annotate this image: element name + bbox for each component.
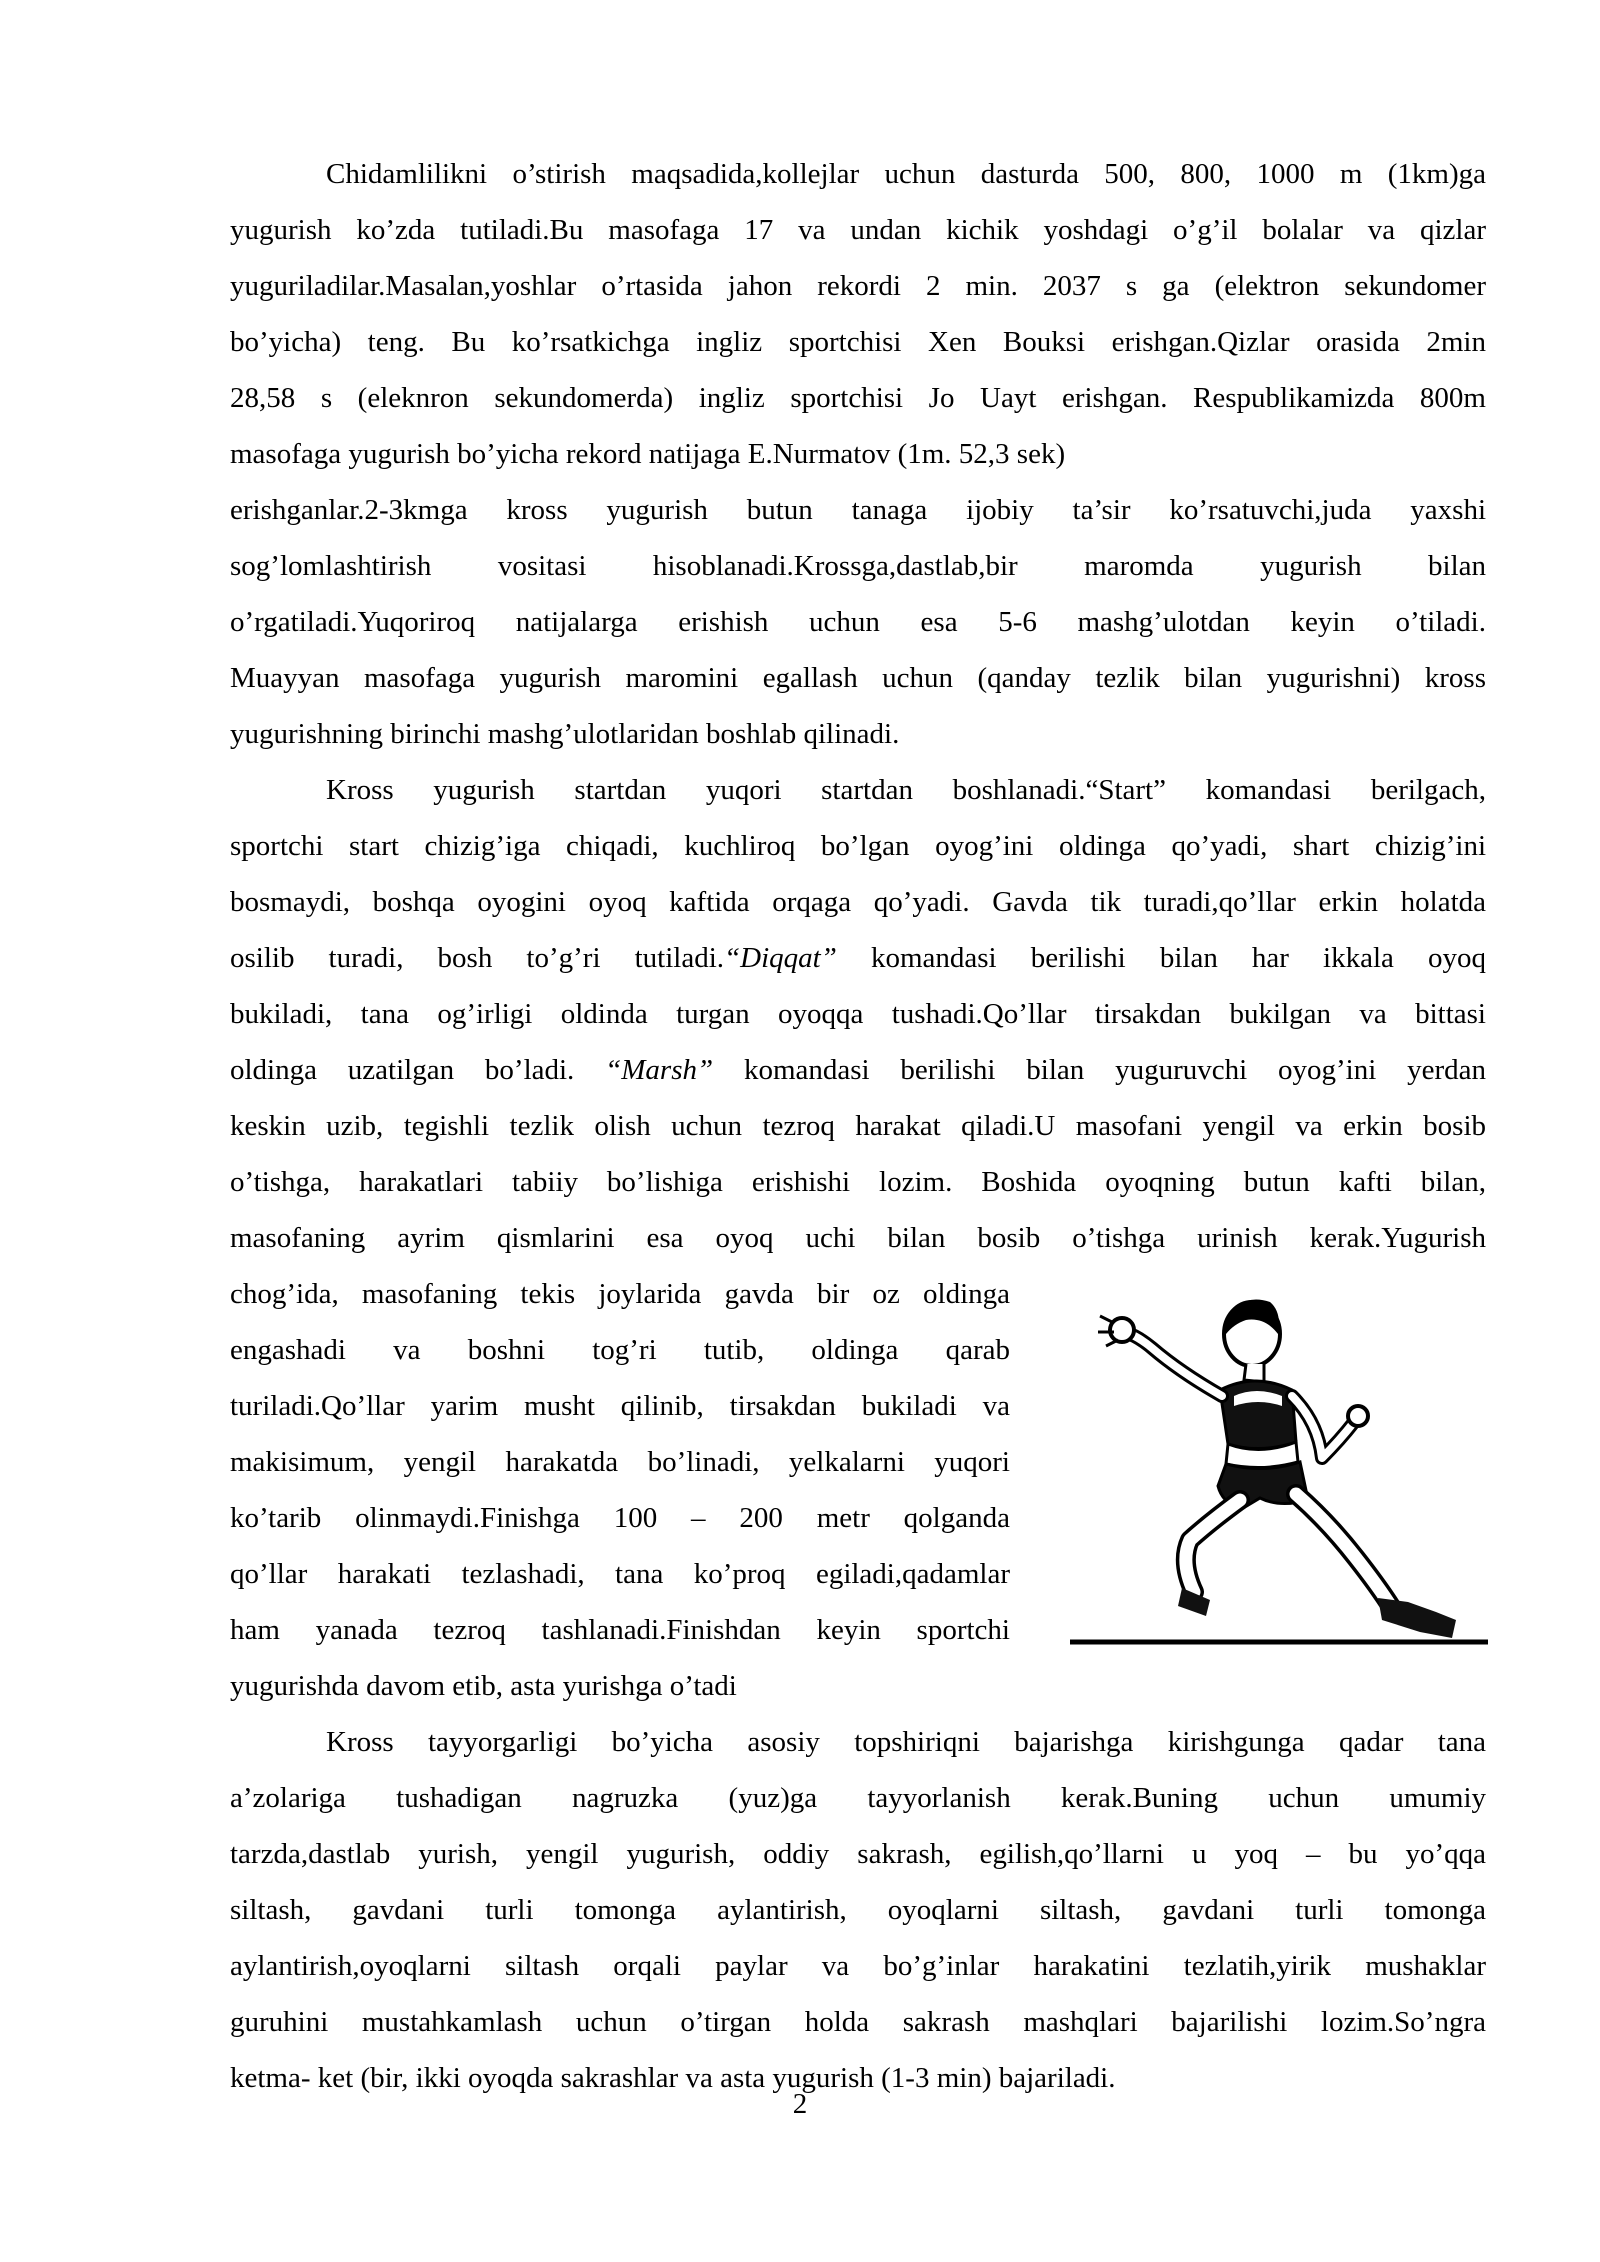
text-line: bukiladi, tana og’irligi oldinda turgan oyoqqa tushadi.Qo’llar tirsakdan bukilgan va bittasi (230, 998, 1486, 1030)
paragraph-endurance (230, 146, 1486, 762)
text-line: ko’tarib olinmaydi.Finishga 100 – 200 metr qolganda (230, 1502, 1010, 1534)
text-line: yugurishning birinchi mashg’ulotlaridan boshlab qilinadi. (230, 718, 900, 750)
text-line: a’zolariga tushadigan nagruzka (yuz)ga tayyorlanish kerak.Buning uchun umumiy (230, 1782, 1486, 1814)
wrap-text (230, 1266, 1010, 1714)
text-line: engashadi va boshni tog’ri tutib, oldinga qarab (230, 1334, 1010, 1366)
paragraph-cross-start (230, 762, 1486, 1266)
text-line: masofaning ayrim qismlarini esa oyoq uchi bilan bosib o’tishga urinish kerak.Yugurish (230, 1222, 1486, 1254)
text-line: o’tishga, harakatlari tabiiy bo’lishiga erishishi lozim. Boshida oyoqning butun kafti bilan, (230, 1166, 1486, 1198)
text-line: sog’lomlashtirish vositasi hisoblanadi.Krossga,dastlab,bir maromda yugurish bilan (230, 550, 1486, 582)
text-line: aylantirish,oyoqlarni siltash orqali paylar va bo’g’inlar harakatini tezlatih,yirik mushaklar (230, 1950, 1486, 1982)
command-marsh: “Marsh” (605, 1054, 714, 1086)
text-line: ketma- ket (bir, ikki oyoqda sakrashlar va asta yugurish (1-3 min) bajariladi. (230, 2062, 1116, 2094)
text-line: bosmaydi, boshqa oyogini oyoq kaftida orqaga qo’yadi. Gavda tik turadi,qo’llar erkin holatda (230, 886, 1486, 918)
text-line: sportchi start chizig’iga chiqadi, kuchliroq bo’lgan oyog’ini oldinga qo’yadi, shart chizig’ini (230, 830, 1486, 862)
page-number: 2 (792, 2088, 808, 2120)
text-line: yuguriladilar.Masalan,yoshlar o’rtasida jahon rekordi 2 min. 2037 s ga (elektron sekundomer (230, 270, 1486, 302)
text-line: ham yanada tezroq tashlanadi.Finishdan keyin sportchi (230, 1614, 1010, 1646)
text-fragment: oldinga uzatilgan bo’ladi. (230, 1054, 575, 1086)
text-line: yugurishda davom etib, asta yurishga o’tadi (230, 1670, 737, 1702)
text-line: turiladi.Qo’llar yarim musht qilinib, tirsakdan bukiladi va (230, 1390, 1010, 1422)
text-line: masofaga yugurish bo’yicha rekord natijaga E.Nurmatov (1m. 52,3 sek) (230, 438, 1066, 470)
document-body (230, 146, 1486, 2106)
text-line: bo’yicha) teng. Bu ko’rsatkichga ingliz sportchisi Xen Bouksi erishgan.Qizlar orasida 2min (230, 326, 1486, 358)
text-line-diqqat (230, 930, 1486, 986)
text-line: Muayyan masofaga yugurish maromini egallash uchun (qanday tezlik bilan yugurishni) kross (230, 662, 1486, 694)
text-line: tarzda,dastlab yurish, yengil yugurish, oddiy sakrash, egilish,qo’llarni u yoq – bu yo’qqa (230, 1838, 1486, 1870)
text-line: Chidamlilikni o’stirish maqsadida,kollejlar uchun dasturda 500, 800, 1000 m (1km)ga (326, 158, 1486, 190)
text-line: guruhini mustahkamlash uchun o’tirgan holda sakrash mashqlari bajarilishi lozim.So’ngra (230, 2006, 1486, 2038)
text-line: siltash, gavdani turli tomonga aylantirish, oyoqlarni siltash, gavdani turli tomonga (230, 1894, 1486, 1926)
paragraph-cross-preparation (230, 1714, 1486, 2106)
text-fragment: osilib turadi, bosh to’g’ri tutiladi. (230, 942, 725, 974)
text-line: Kross tayyorgarligi bo’yicha asosiy topshiriqni bajarishga kirishgunga qadar tana (326, 1726, 1486, 1758)
runner-illustration (1060, 1272, 1490, 1672)
text-fragment: komandasi berilishi bilan yuguruvchi oyog’ini yerdan (713, 1054, 1486, 1086)
text-line: chog’ida, masofaning tekis joylarida gavda bir oz oldinga (230, 1278, 1010, 1310)
text-line: yugurish ko’zda tutiladi.Bu masofaga 17 va undan kichik yoshdagi o’g’il bolalar va qizlar (230, 214, 1486, 246)
text-fragment: komandasi berilishi bilan har ikkala oyoq (836, 942, 1486, 974)
command-diqqat: “Diqqat” (724, 942, 837, 974)
text-line: makisimum, yengil harakatda bo’linadi, yelkalarni yuqori (230, 1446, 1010, 1478)
text-line: keskin uzib, tegishli tezlik olish uchun tezroq harakat qiladi.U masofani yengil va erkin bosib (230, 1110, 1486, 1142)
wrap-section (230, 1266, 1486, 1714)
text-line: erishganlar.2-3kmga kross yugurish butun tanaga ijobiy ta’sir ko’rsatuvchi,juda yaxshi (230, 494, 1486, 526)
text-line: o’rgatiladi.Yuqoriroq natijalarga erishish uchun esa 5-6 mashg’ulotdan keyin o’tiladi. (230, 606, 1486, 638)
text-line-marsh (230, 1042, 1486, 1098)
text-line: Kross yugurish startdan yuqori startdan boshlanadi.“Start” komandasi berilgach, (326, 774, 1486, 806)
text-line: 28,58 s (eleknron sekundomerda) ingliz sportchisi Jo Uayt erishgan. Respublikamizda 800m (230, 382, 1486, 414)
text-line: qo’llar harakati tezlashadi, tana ko’proq egiladi,qadamlar (230, 1558, 1010, 1590)
